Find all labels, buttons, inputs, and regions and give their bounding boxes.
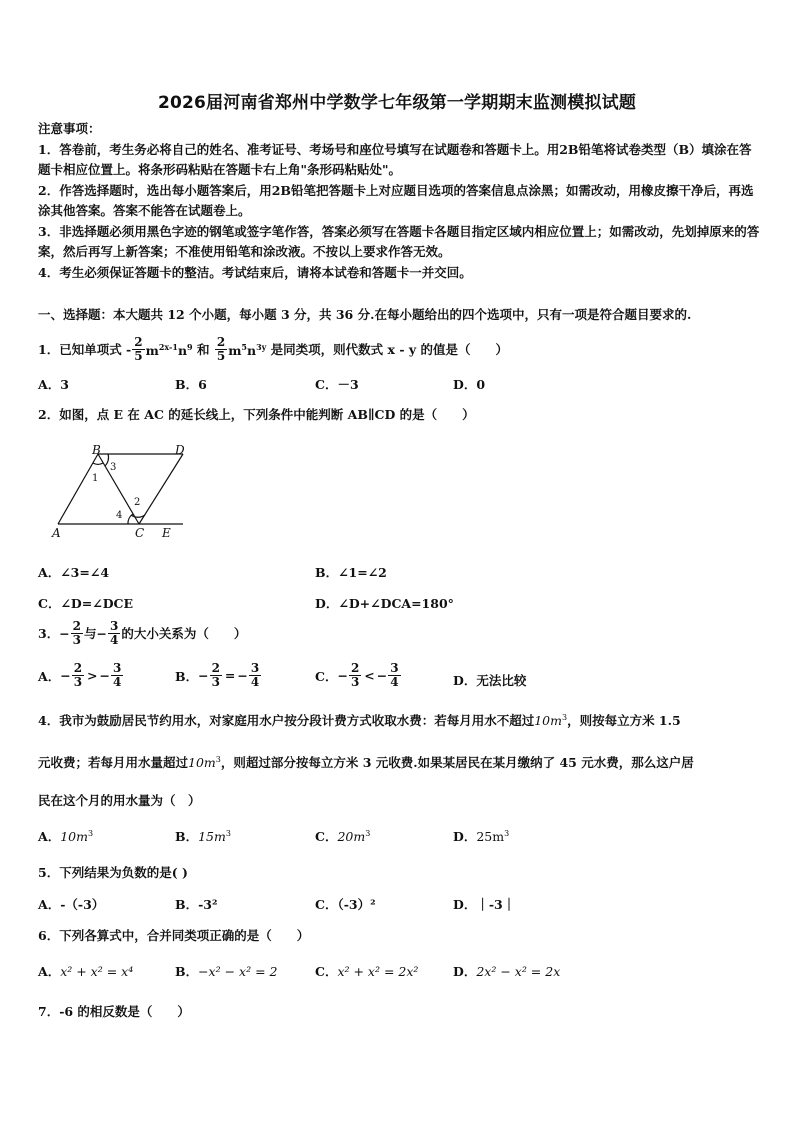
q3-option-b[interactable]: B． − $\frac{2}{3}$ = − $\frac{3}{4}$	[175, 661, 260, 689]
q1-term-1: $m^{2x-1}n^9$	[145, 342, 193, 359]
q5-option-c[interactable]: C．（-3）²	[315, 897, 376, 912]
label-a: A	[52, 526, 61, 540]
q3-fraction-2: $\frac{3}{4}$	[110, 619, 119, 647]
q1-suffix: 是同类项，则代数式 x - y 的值是（ ）	[266, 341, 508, 357]
q6-option-a[interactable]: A．x² + x² = x⁴	[38, 964, 134, 979]
q5-option-d[interactable]: D．｜-3｜	[453, 897, 516, 912]
section-heading: 一、选择题：本大题共 12 个小题，每小题 3 分，共 36 分.在每小题给出的四个选项中，只有一项是符合题目要求的.	[38, 307, 692, 322]
angle-1-label: 1	[92, 473, 99, 484]
question-4-line-1: 4．我市为鼓励居民节约用水，对家庭用水户按分段计费方式收取水费：若每月用水不超过$10m^3$，则按每立方米 1.5	[38, 712, 681, 728]
arc-3	[105, 454, 109, 466]
question-5-stem: 5．下列结果为负数的是( )	[38, 865, 188, 880]
notes-item-3: 3．非选择题必须用黑色字迹的钢笔或签字笔作答，答案必须写在答题卡各题目指定区域内相应位置上；如需改动，先划掉原来的答案，然后再写上新答案；不准使用铅笔和涂改液。不按以上要求作答无效。	[38, 223, 760, 259]
page-title: 2026届河南省郑州中学数学七年级第一学期期末监测模拟试题	[157, 93, 637, 113]
q1-mid: 和	[192, 341, 214, 357]
q3-prefix: 3．−	[38, 625, 70, 641]
q4-option-a[interactable]: A．$10m^3$	[38, 828, 94, 844]
q1-option-d[interactable]: D．0	[453, 377, 486, 392]
angle-2-label: 2	[134, 497, 141, 508]
q6-option-c[interactable]: C．x² + x² = 2x²	[315, 964, 419, 979]
q4-option-b[interactable]: B．$15m^3$	[175, 828, 231, 844]
q2-option-a[interactable]: A．∠3=∠4	[38, 565, 110, 580]
label-e: E	[162, 526, 171, 540]
q2-figure	[48, 442, 198, 542]
question-4-line-2: 元收费；若每月用水量超过$10m^3$，则超过部分按每立方米 3 元收费.如果某居民在某月缴纳了 45 元水费，那么这户居	[38, 754, 694, 770]
angle-3-label: 3	[110, 462, 117, 473]
q3-option-c[interactable]: C． − $\frac{2}{3}$ < − $\frac{3}{4}$	[315, 661, 399, 689]
question-2-stem: 2．如图，点 E 在 AC 的延长线上，下列条件中能判断 AB∥CD 的是（ ）	[38, 407, 475, 422]
question-4-line-3: 民在这个月的用水量为（ ）	[38, 793, 201, 808]
q1-prefix: 1．已知单项式 -	[38, 341, 132, 357]
q1-fraction-1: $\frac{2}{5}$	[134, 335, 143, 363]
line-cd	[139, 454, 183, 524]
q4-option-c[interactable]: C．$20m^3$	[315, 828, 371, 844]
notes-block	[38, 119, 760, 283]
q1-option-b[interactable]: B．6	[175, 377, 207, 392]
angle-4-label: 4	[116, 510, 123, 521]
q2-option-b[interactable]: B．∠1=∠2	[315, 565, 387, 580]
q3-mid: 与−	[84, 625, 108, 641]
q5-option-b[interactable]: B．-3²	[175, 897, 218, 912]
q2-option-d[interactable]: D．∠D+∠DCA=180°	[315, 596, 454, 611]
q3-option-d[interactable]: D．无法比较	[453, 673, 527, 688]
q3-option-a[interactable]: A． − $\frac{2}{3}$ > − $\frac{3}{4}$	[38, 661, 122, 689]
label-b: B	[92, 443, 101, 457]
question-1-stem	[38, 336, 508, 363]
q1-option-a[interactable]: A．3	[38, 377, 69, 392]
notes-heading: 注意事项：	[38, 121, 101, 136]
q6-option-d[interactable]: D．2x² − x² = 2x	[453, 964, 561, 979]
q5-option-a[interactable]: A．-（-3）	[38, 897, 105, 912]
q1-fraction-2: $\frac{2}{5}$	[216, 335, 226, 363]
q2-option-c[interactable]: C．∠D=∠DCE	[38, 596, 134, 611]
label-c: C	[135, 526, 145, 540]
question-3-stem	[38, 620, 246, 647]
notes-item-1: 1．答卷前，考生务必将自己的姓名、准考证号、考场号和座位号填写在试题卷和答题卡上。用2B铅笔将试卷类型（B）填涂在答题卡相应位置上。将条形码粘贴在答题卡右上角"条形码粘贴处"。	[38, 141, 752, 177]
arc-1	[93, 463, 103, 464]
question-6-stem: 6．下列各算式中，合并同类项正确的是（ ）	[38, 928, 310, 943]
q3-suffix: 的大小关系为（ ）	[121, 625, 247, 641]
q3-fraction-1: $\frac{2}{3}$	[72, 619, 82, 647]
label-d: D	[175, 443, 185, 457]
q6-option-b[interactable]: B．−x² − x² = 2	[175, 964, 278, 979]
notes-item-2: 2．作答选择题时，选出每小题答案后，用2B铅笔把答题卡上对应题目选项的答案信息点涂黑；如需改动，用橡皮擦干净后，再选涂其他答案。答案不能答在试题卷上。	[38, 182, 754, 218]
question-7-stem: 7．-6 的相反数是（ ）	[38, 1004, 190, 1019]
q4-option-d[interactable]: D．$25m^3$	[453, 828, 510, 844]
q1-term-2: $m^5n^{3y}$	[228, 342, 267, 359]
q1-option-c[interactable]: C．－3	[315, 377, 359, 392]
line-ab	[58, 454, 98, 524]
notes-item-4: 4．考生必须保证答题卡的整洁。考试结束后，请将本试卷和答题卡一并交回。	[38, 264, 472, 280]
